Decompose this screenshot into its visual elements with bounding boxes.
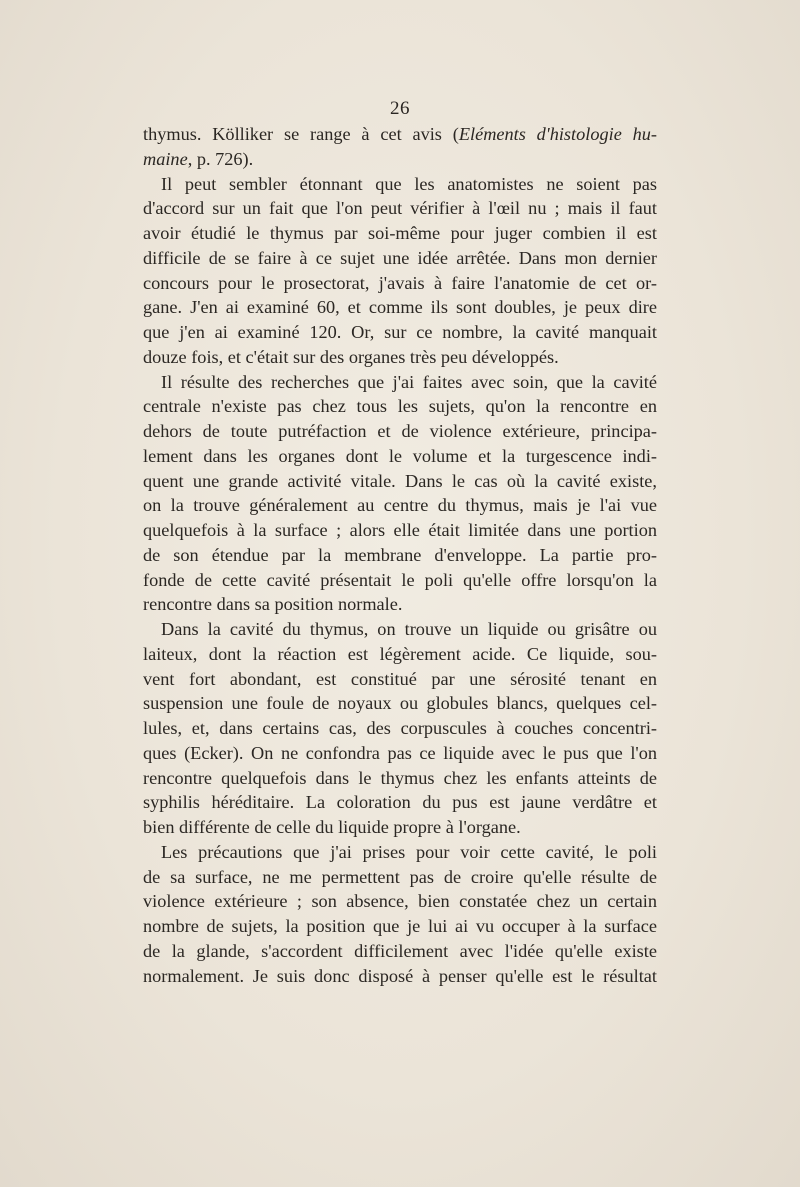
- text-run: avoir étudié le thymus par soi-même pour juger combien il est: [143, 223, 657, 243]
- text-run: concours pour le prosectorat, j'avais à faire l'anatomie de cet or-: [143, 272, 657, 293]
- text-line: [143, 196, 657, 221]
- text-line: [143, 840, 657, 865]
- text-run: nombre de sujets, la position que je lui ai vu occuper à la surface: [143, 916, 657, 936]
- paragraph: [143, 370, 657, 618]
- text-line: [143, 691, 657, 716]
- text-run: centrale n'existe pas chez tous les sujets, qu'on la rencontre en: [143, 396, 657, 417]
- text-line: [143, 766, 657, 791]
- text-line: [143, 370, 657, 395]
- text-line: [143, 790, 657, 815]
- text-line: [143, 518, 657, 543]
- text-line: [143, 543, 657, 568]
- text-run: lement dans les organes dont le volume et la turgescence indi-: [143, 445, 657, 466]
- text-run: ques (Ecker). On ne confondra pas ce liquide avec le pus que l'on: [143, 742, 657, 763]
- paragraph: [143, 172, 657, 370]
- text-run: de sa surface, ne me permettent pas de croire qu'elle résulte de: [143, 866, 657, 887]
- text-run: vent fort abondant, est constitué par une sérosité tenant en: [143, 668, 657, 689]
- text-line: [143, 493, 657, 518]
- text-line: [143, 964, 657, 989]
- text-line: [143, 815, 657, 840]
- text-run: difficile de se faire à ce sujet une idée arrêtée. Dans mon dernier: [143, 247, 657, 268]
- text-line: [143, 716, 657, 741]
- text-run: lules, et, dans certains cas, des corpuscules à couches concentri-: [143, 718, 657, 738]
- text-line: [143, 642, 657, 667]
- text-line: [143, 939, 657, 964]
- text-run: d'accord sur un fait que l'on peut vérifier à l'œil nu ; mais il faut: [143, 198, 657, 219]
- text-run: douze fois, et c'était sur des organes très peu développés.: [143, 346, 559, 367]
- text-run: normalement. Je suis donc disposé à penser qu'elle est le résultat: [143, 965, 657, 986]
- text-run: de son étendue par la membrane d'enveloppe. La partie pro-: [143, 544, 657, 565]
- text-line: [143, 295, 657, 320]
- paragraph: [143, 617, 657, 840]
- text-run: thymus. Kölliker se range à cet avis (: [143, 124, 459, 144]
- text-line: [143, 122, 657, 147]
- text-run: suspension une foule de noyaux ou globules blancs, quelques cel-: [143, 693, 657, 714]
- text-line: [143, 221, 657, 246]
- text-line: [143, 320, 657, 345]
- text-run: fonde de cette cavité présentait le poli qu'elle offre lorsqu'on la: [143, 569, 657, 590]
- text-run: quelquefois à la surface ; alors elle était limitée dans une portion: [143, 520, 657, 540]
- text-run: on la trouve généralement au centre du thymus, mais je l'ai vue: [143, 495, 657, 516]
- text-line: [143, 147, 657, 172]
- text-run: de la glande, s'accordent difficilement avec l'idée qu'elle existe: [143, 940, 657, 961]
- text-run: bien différente de celle du liquide propre à l'organe.: [143, 817, 521, 837]
- text-line: [143, 667, 657, 692]
- text-line: [143, 568, 657, 593]
- text-run: violence extérieure ; son absence, bien constatée chez un certain: [143, 891, 657, 912]
- paragraph: [143, 122, 657, 172]
- text-line: [143, 246, 657, 271]
- text-run: laiteux, dont la réaction est légèrement acide. Ce liquide, sou-: [143, 643, 657, 664]
- text-run: rencontre quelquefois dans le thymus chez les enfants atteints de: [143, 767, 657, 788]
- text-line: [143, 444, 657, 469]
- body-text: [143, 122, 657, 988]
- text-run: gane. J'en ai examiné 60, et comme ils sont doubles, je peux dire: [143, 297, 657, 318]
- text-run: rencontre dans sa position normale.: [143, 594, 403, 615]
- text-run: dehors de toute putréfaction et de violence extérieure, principa-: [143, 421, 657, 441]
- text-run: Les précautions que j'ai prises pour voir cette cavité, le poli: [161, 841, 657, 862]
- text-run: Dans la cavité du thymus, on trouve un liquide ou grisâtre ou: [161, 619, 657, 639]
- text-line: [143, 345, 657, 370]
- text-line: [143, 914, 657, 939]
- text-line: [143, 469, 657, 494]
- italic-text: maine: [143, 148, 188, 169]
- text-line: [143, 271, 657, 296]
- text-run: syphilis héréditaire. La coloration du pus est jaune verdâtre et: [143, 792, 657, 813]
- text-run: quent une grande activité vitale. Dans le cas où la cavité existe,: [143, 470, 657, 491]
- text-run: , p. 726).: [187, 148, 254, 169]
- text-line: [143, 592, 657, 617]
- text-run: Il résulte des recherches que j'ai faites avec soin, que la cavité: [161, 371, 657, 392]
- text-run: que j'en ai examiné 120. Or, sur ce nombre, la cavité manquait: [143, 322, 657, 342]
- text-line: [143, 865, 657, 890]
- text-run: Il peut sembler étonnant que les anatomistes ne soient pas: [161, 173, 657, 194]
- text-line: [143, 419, 657, 444]
- text-line: [143, 172, 657, 197]
- page-number: 26: [390, 98, 410, 119]
- text-line: [143, 617, 657, 642]
- text-line: [143, 889, 657, 914]
- text-line: [143, 394, 657, 419]
- text-line: [143, 741, 657, 766]
- paragraph: [143, 840, 657, 989]
- italic-text: Eléments d'histologie hu-: [458, 124, 657, 144]
